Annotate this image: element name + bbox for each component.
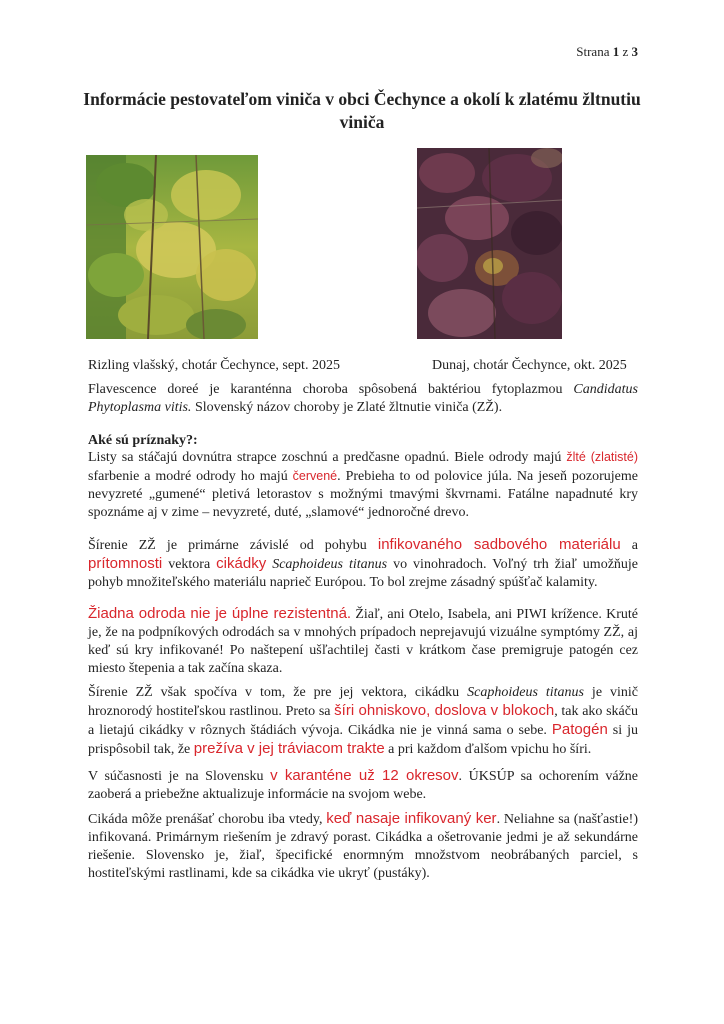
symptoms-paragraph: Listy sa stáčajú dovnútra strapce zoschnú a predčasne opadnú. Biele odrody majú žlté (zlatisté) sfarbenie a modré odrody ho majú červené. Prebieha to od polovice júla. Na jeseň pozorujeme nevyzreté „gumené“ pletivá letorastov s možnými tmavými škvrnami. Fatálne napadnuté kry spoznáme aj v zime – nevyzreté, duté, „slamové“ jednoročné drevo. <box>88 450 639 520</box>
symptoms-heading: Aké sú príznaky?: <box>88 433 198 448</box>
page-number: Strana 1 z 3 <box>576 44 638 59</box>
resistance-paragraph: Žiadna odroda nie je úplne rezistentná. Žiaľ, ani Otelo, Isabela, ani PIWI krížence. Kruté je, že na podpníkových odrodách sa v mnohých prípadoch neprejavujú vizuálne symptómy ZŽ, aj keď sú kry infikované! Po naštepení ušľachtilej časti v krátkom čase premigruje patogén cez miesto štepenia a tak začína skaza. <box>88 605 638 676</box>
photo-caption-right: Dunaj, chotár Čechynce, okt. 2025 <box>432 358 627 373</box>
transmission-paragraph: Cikáda môže prenášať chorobu iba vtedy, keď nasaje infikovaný ker. Neliahne sa (našťastie!) infikovaná. Primárnym riešením je zdravý porast. Cikádka a ošetrovanie jedmi je až sekundárne riešenie. Slovensko je, žiaľ, špecifické enormným množstvom neobrábaných parciel, s hostiteľskými rastlinami, kde sa cikádka vie ukryť (pustáky). <box>88 810 638 881</box>
quarantine-paragraph: V súčasnosti je na Slovensku v karanténe už 12 okresov. ÚKSÚP sa ochorením vážne zaoberá a priebežne aktualizuje informácie na svojom webe. <box>88 767 638 802</box>
vector-paragraph: Šírenie ZŽ však spočíva v tom, že pre jej vektora, cikádku Scaphoideus titanus je vinič hroznorodý hostiteľskou rastlinou. Preto sa šíri ohniskovo, doslova v blokoch, tak ako skáču a lietajú cikádky v rôznych štádiách vývoja. Cikádka nie je vinná sama o sebe. Patogén si ju prispôsobil tak, že prežíva v jej tráviacom trakte a pri každom ďalšom vpichu ho šíri. <box>88 685 639 757</box>
photo-caption-left: Rizling vlašský, chotár Čechynce, sept. 2025 <box>88 358 340 373</box>
intro-paragraph: Flavescence doreé je karanténna choroba spôsobená baktériou fytoplazmou Candidatus Phytoplasma vitis. Slovenský názov choroby je Zlaté žltnutie viniča (ZŽ). <box>88 382 638 415</box>
spread-paragraph: Šírenie ZŽ je primárne závislé od pohybu infikovaného sadbového materiálu a prítomnosti vektora cikádky Scaphoideus titanus vo vinohradoch. Voľný trh žiaľ umožňuje pohyb množiteľského materiálu naprieč Európou. To bol zrejme zásadný spúšťač kalamity. <box>88 536 639 590</box>
photo-rizling-vlassky <box>86 155 258 339</box>
document-title: Informácie pestovateľom viniča v obci Čechynce a okolí k zlatému žltnutiu viniča <box>83 89 641 132</box>
photo-dunaj <box>417 148 562 339</box>
